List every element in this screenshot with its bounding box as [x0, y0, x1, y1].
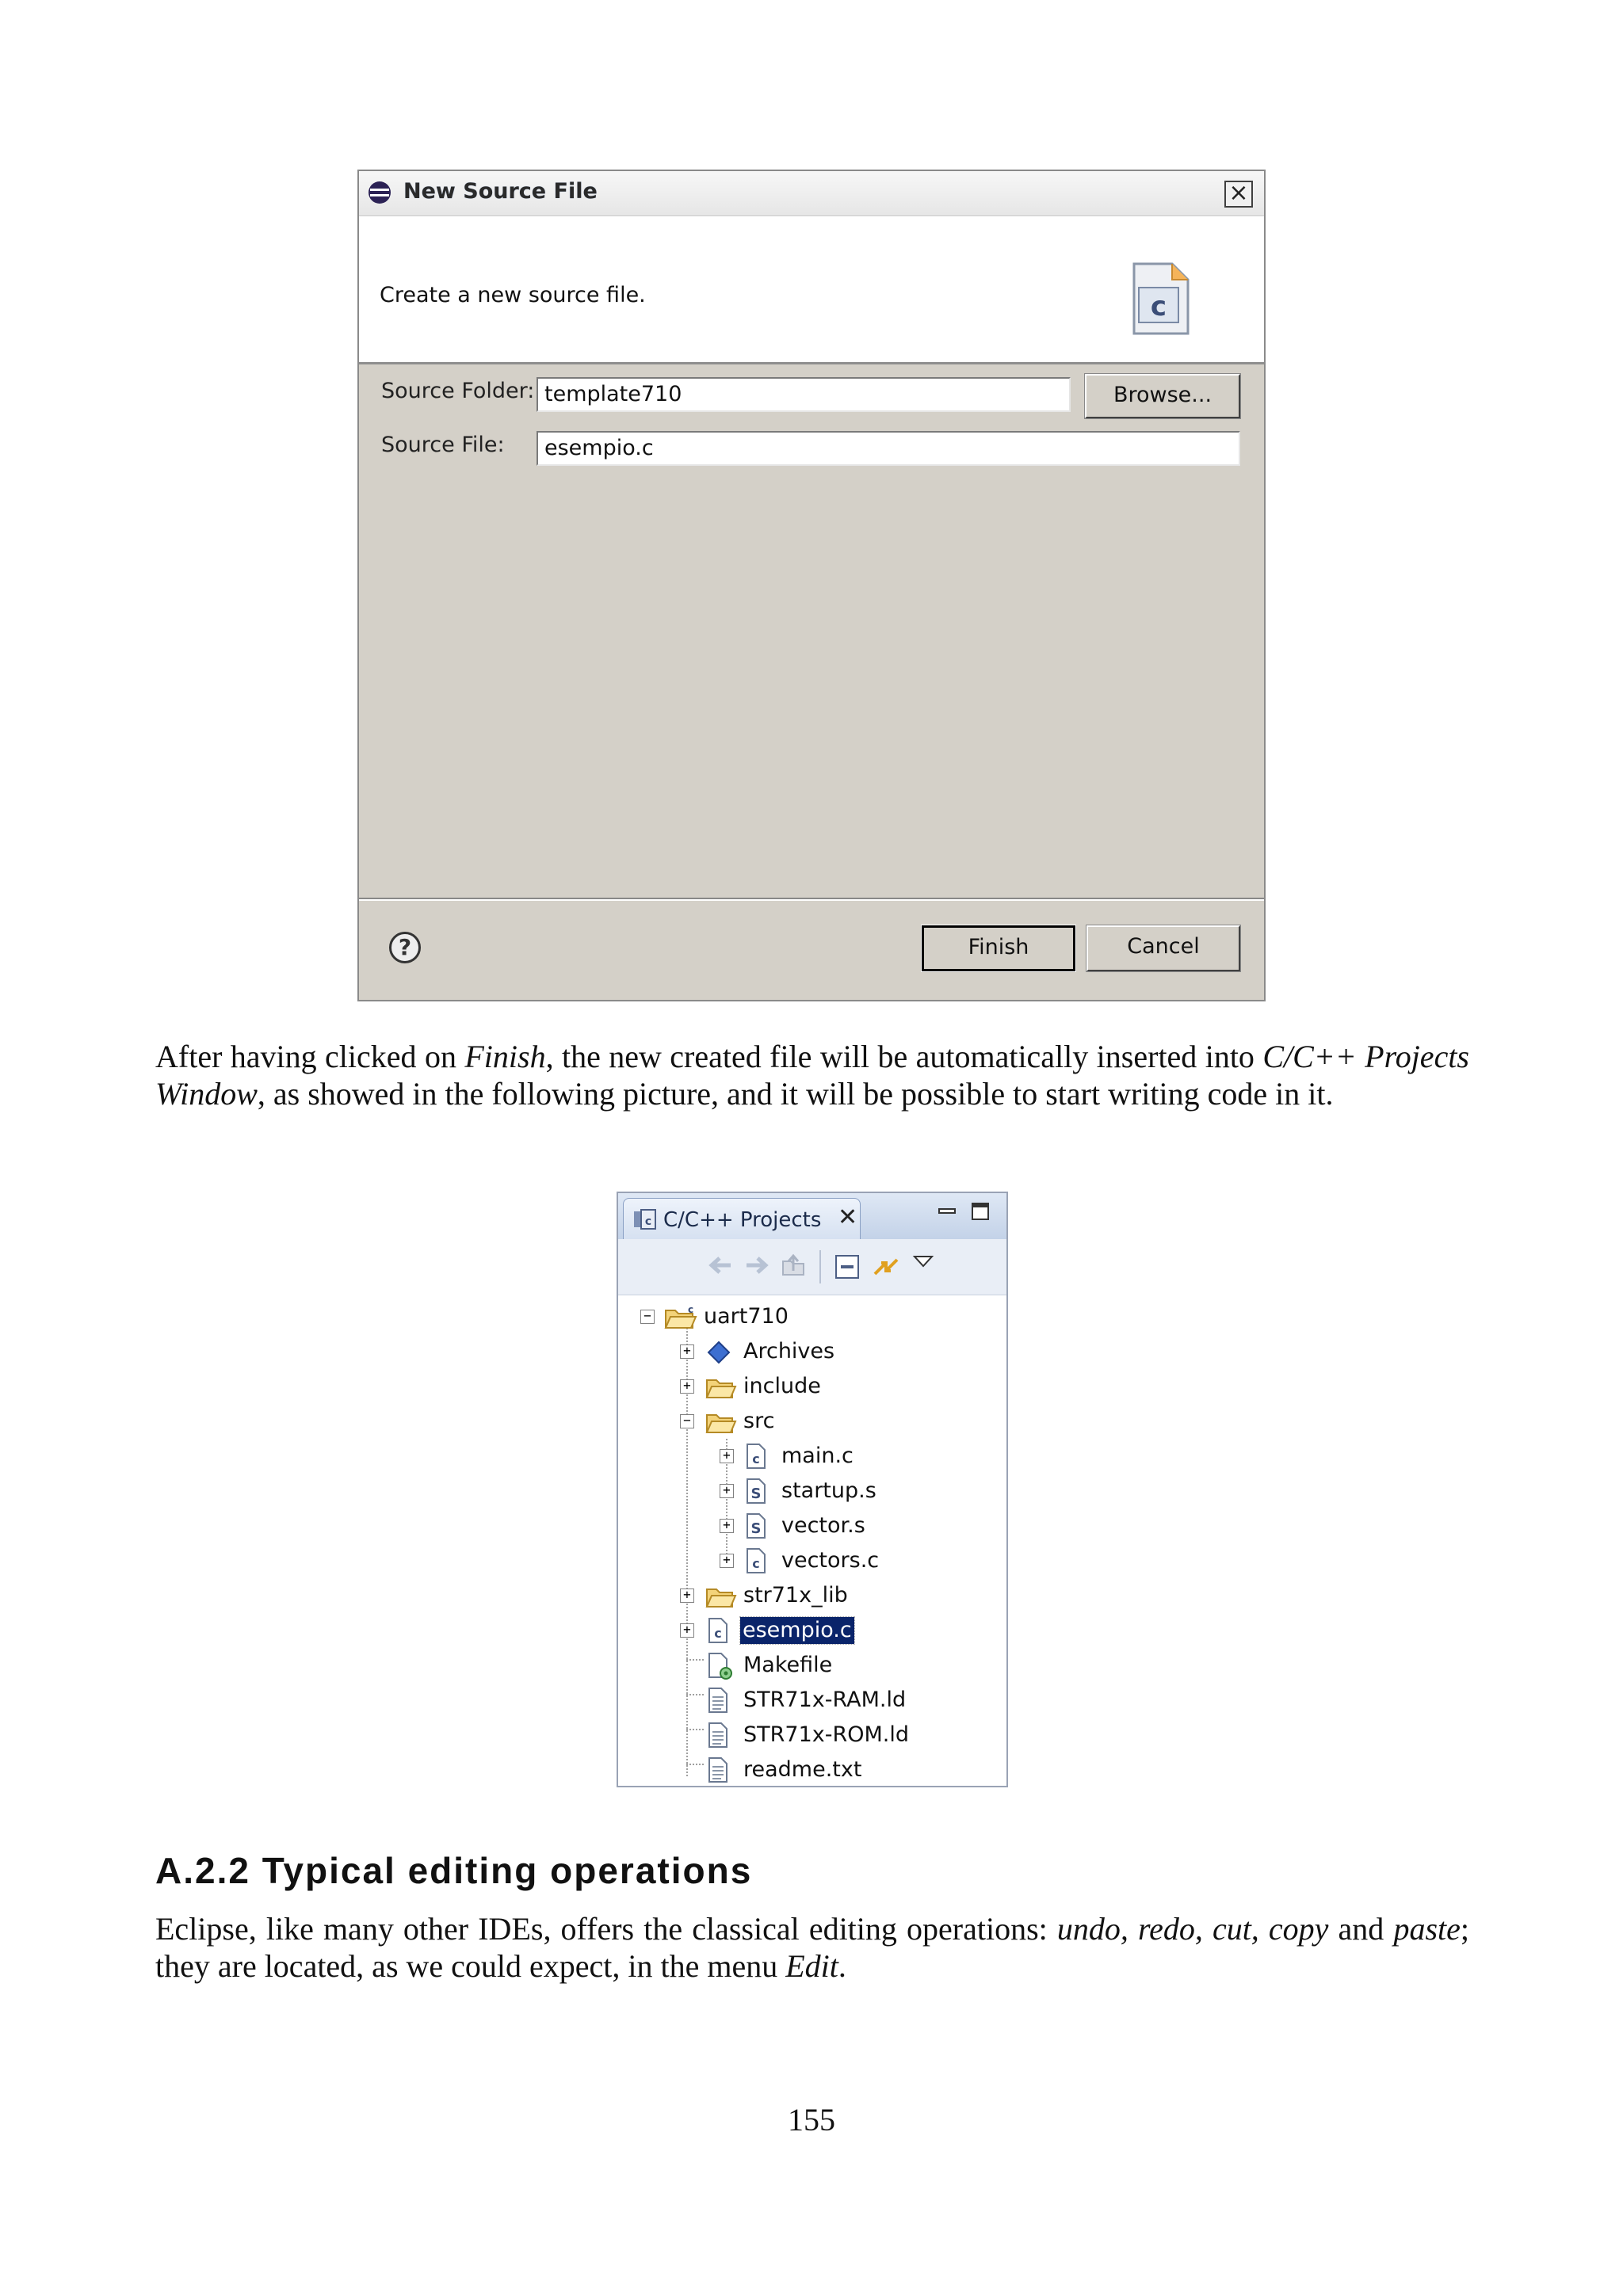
help-icon: ? [398, 934, 412, 960]
text-run: , the new created file will be automatically inserted into [545, 1039, 1263, 1074]
maximize-icon[interactable] [970, 1201, 991, 1222]
tree-item-str71x-lib[interactable] [618, 1578, 1006, 1613]
dialog-banner [359, 216, 1264, 364]
tree-item-label: str71x_lib [743, 1583, 848, 1608]
emphasis-edit: Edit [785, 1948, 838, 1984]
c-file-icon [745, 1547, 767, 1574]
dialog-title-bar [359, 171, 1264, 216]
expand-toggle-icon[interactable]: + [680, 1589, 694, 1603]
asm-file-icon [745, 1512, 767, 1539]
dialog-description: Create a new source file. [380, 283, 646, 307]
c-letter: c [714, 1626, 722, 1641]
tree-item-startup-s[interactable] [618, 1474, 1006, 1508]
tree-item-label: startup.s [781, 1478, 876, 1503]
text-run: After having clicked on [155, 1039, 465, 1074]
emphasis-projects-window: C/C++ Projects Window [155, 1039, 1469, 1112]
up-folder-icon[interactable] [780, 1252, 807, 1279]
panel-tab-bar [618, 1193, 1006, 1239]
collapse-toggle-icon[interactable]: − [680, 1414, 694, 1428]
tree-item-archives[interactable] [618, 1334, 1006, 1369]
browse-button[interactable]: Browse... [1085, 374, 1240, 418]
tree-item-label: uart710 [704, 1304, 789, 1329]
close-icon: × [1228, 179, 1249, 207]
cpp-projects-panel [617, 1192, 1008, 1787]
tree-item-label: src [743, 1409, 775, 1433]
s-letter: S [750, 1486, 762, 1502]
project-folder-icon [664, 1304, 697, 1329]
tree-item-label: vector.s [781, 1513, 865, 1538]
collapse-toggle-icon[interactable]: − [640, 1310, 655, 1324]
tree-item-uart710[interactable] [618, 1299, 1006, 1334]
c-source-file-icon [1121, 256, 1196, 343]
text-run: . [838, 1948, 846, 1984]
body-paragraph-1 [155, 1038, 1469, 1112]
s-letter: S [750, 1520, 762, 1537]
c-file-icon [707, 1617, 729, 1644]
text-run: Eclipse, like many other IDEs, offers the classical editing operations: [155, 1911, 1057, 1947]
collapse-all-icon[interactable] [834, 1253, 861, 1280]
tree-item-vectors-c[interactable] [618, 1543, 1006, 1578]
text-file-icon [707, 1756, 729, 1783]
back-arrow-icon[interactable] [707, 1253, 734, 1277]
expand-toggle-icon[interactable]: + [680, 1379, 694, 1394]
text-file-icon [707, 1722, 729, 1749]
c-file-icon [745, 1443, 767, 1470]
dialog-title: New Source File [403, 179, 598, 204]
expand-toggle-icon[interactable]: + [720, 1484, 734, 1498]
c-letter: c [752, 1556, 760, 1571]
tree-item-label: main.c [781, 1444, 854, 1468]
source-file-label: Source File: [381, 433, 505, 457]
source-folder-label: Source Folder: [381, 379, 535, 403]
dialog-separator [359, 898, 1264, 901]
folder-open-icon [705, 1410, 737, 1434]
source-folder-field[interactable]: template710 [537, 377, 1071, 412]
tree-item-makefile[interactable] [618, 1648, 1006, 1683]
source-file-field[interactable]: esempio.c [537, 431, 1240, 466]
eclipse-icon [367, 180, 392, 205]
expand-toggle-icon[interactable]: + [680, 1344, 694, 1359]
section-heading: A.2.2 Typical editing operations [155, 1850, 753, 1891]
emphasis-operations: undo, redo, cut, copy [1056, 1911, 1329, 1947]
asm-file-icon [745, 1478, 767, 1505]
close-tab-icon[interactable]: ✕ [838, 1203, 858, 1231]
tree-item-main-c[interactable] [618, 1439, 1006, 1474]
expand-toggle-icon[interactable]: + [720, 1554, 734, 1568]
folder-icon [705, 1375, 737, 1399]
tree-item-label: vectors.c [781, 1548, 880, 1573]
c-letter: c [752, 1451, 760, 1466]
text-run: and [1328, 1911, 1394, 1947]
expand-toggle-icon[interactable]: + [680, 1623, 694, 1638]
page-number: 155 [788, 2102, 835, 2138]
emphasis-finish: Finish [464, 1039, 546, 1074]
tree-item-label: readme.txt [743, 1757, 862, 1782]
tree-item-label: Archives [743, 1339, 835, 1363]
text-run: ; they are located, as we could expect, in the menu [155, 1911, 1469, 1984]
text-file-icon [707, 1687, 729, 1714]
tree-item-label: include [743, 1374, 821, 1398]
tree-item-label: Makefile [743, 1653, 833, 1677]
view-menu-icon[interactable] [911, 1252, 935, 1271]
close-button[interactable] [1224, 181, 1253, 208]
expand-toggle-icon[interactable]: + [720, 1519, 734, 1533]
cpp-projects-icon [633, 1208, 657, 1230]
tree-item-label: STR71x-ROM.ld [743, 1722, 909, 1747]
tab-label: C/C++ Projects [663, 1208, 822, 1232]
tree-item-label-selected: esempio.c [740, 1617, 854, 1644]
folder-icon [705, 1585, 737, 1608]
emphasis-paste: paste [1393, 1911, 1461, 1947]
new-source-file-dialog [357, 170, 1266, 1001]
cancel-button[interactable]: Cancel [1086, 925, 1240, 971]
tree-item-include[interactable] [618, 1369, 1006, 1404]
project-tree [618, 1295, 1006, 1786]
tab-cpp-projects[interactable] [623, 1198, 861, 1239]
tree-item-ram-ld[interactable] [618, 1683, 1006, 1718]
body-paragraph-2 [155, 1910, 1469, 1985]
link-editor-icon[interactable] [870, 1250, 902, 1283]
forward-arrow-icon[interactable] [743, 1253, 770, 1277]
help-button[interactable] [389, 932, 421, 963]
c-letter: c [688, 1304, 694, 1315]
tree-item-rom-ld[interactable] [618, 1718, 1006, 1753]
toolbar-separator [819, 1250, 821, 1283]
panel-toolbar [618, 1239, 1006, 1295]
makefile-icon [707, 1652, 734, 1680]
finish-button[interactable]: Finish [922, 925, 1075, 971]
tree-item-esempio-c[interactable] [618, 1613, 1006, 1648]
tree-item-src[interactable] [618, 1404, 1006, 1439]
text-run: , as showed in the following picture, and it will be possible to start writing code in it. [257, 1076, 1334, 1112]
minimize-icon[interactable] [937, 1201, 957, 1222]
expand-toggle-icon[interactable]: + [720, 1449, 734, 1463]
tree-item-vector-s[interactable] [618, 1508, 1006, 1543]
archives-icon [707, 1341, 731, 1364]
tree-item-label: STR71x-RAM.ld [743, 1688, 907, 1712]
c-letter: c [1150, 291, 1167, 322]
tree-item-readme[interactable] [618, 1753, 1006, 1787]
c-letter: c [644, 1215, 652, 1228]
